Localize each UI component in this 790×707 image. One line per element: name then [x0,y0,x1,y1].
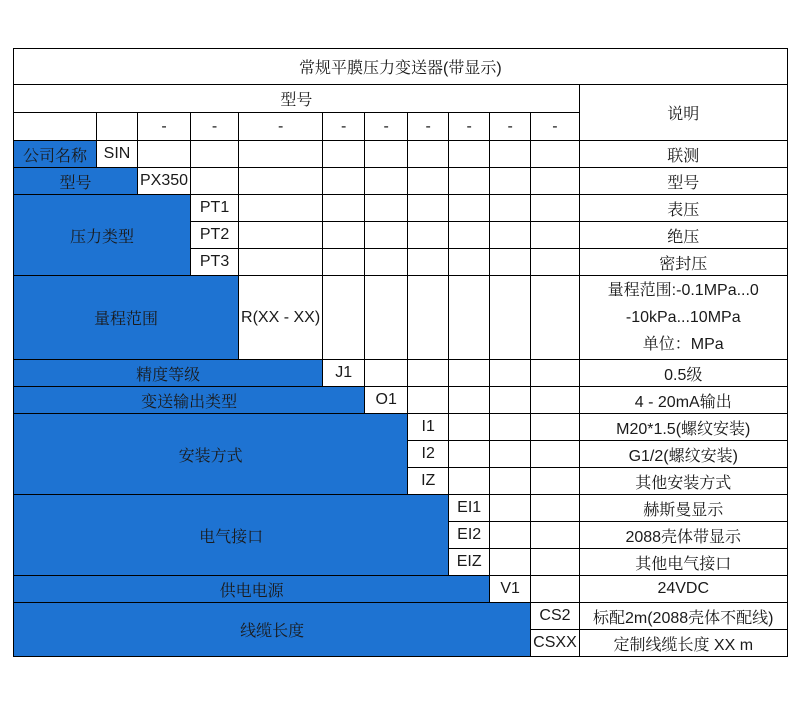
empty-cell [408,168,449,195]
empty-cell [531,276,580,360]
empty-cell [97,113,138,141]
ordering-table-wrap [13,48,788,657]
code-cell-px350: PX350 [138,168,191,195]
code-cell-pt1: PT1 [191,195,239,222]
table-row-accuracy [14,360,788,387]
table-row-company [14,141,788,168]
empty-cell [449,276,490,360]
desc-cell-power: 24VDC [579,576,787,603]
desc-cell-pt2: 绝压 [579,222,787,249]
table-row-pressure-type-1 [14,195,788,222]
empty-cell [449,468,490,495]
empty-cell [449,195,490,222]
empty-cell [408,276,449,360]
section-label-cable-length: 线缆长度 [14,603,531,657]
empty-cell [531,441,580,468]
desc-cell-range [579,276,787,360]
empty-cell [490,249,531,276]
dash-cell: - [531,113,580,141]
empty-cell [531,195,580,222]
section-label-output-type: 变送输出类型 [14,387,365,414]
empty-cell [531,141,580,168]
empty-cell [323,222,365,249]
empty-cell [531,387,580,414]
empty-cell [490,414,531,441]
empty-cell [408,195,449,222]
empty-cell [323,168,365,195]
empty-cell [449,387,490,414]
model-column-header: 型号 [14,85,580,113]
empty-cell [239,249,323,276]
code-cell-eiz: EIZ [449,549,490,576]
desc-cell-output: 4 - 20mA输出 [579,387,787,414]
desc-cell-pt1: 表压 [579,195,787,222]
code-cell-pt3: PT3 [191,249,239,276]
empty-cell [449,360,490,387]
dash-cell: - [365,113,408,141]
table-row-cable-1 [14,603,788,630]
empty-cell [365,141,408,168]
section-label-model: 型号 [14,168,138,195]
dash-cell: - [449,113,490,141]
desc-cell-csxx: 定制线缆长度 XX m [579,630,787,657]
empty-cell [490,522,531,549]
desc-cell-pt3: 密封压 [579,249,787,276]
empty-cell [365,168,408,195]
empty-cell [531,360,580,387]
empty-cell [490,360,531,387]
section-label-electrical: 电气接口 [14,495,449,576]
empty-cell [490,468,531,495]
code-cell-iz: IZ [408,468,449,495]
empty-cell [490,549,531,576]
dash-cell: - [239,113,323,141]
section-label-pressure-type: 压力类型 [14,195,191,276]
table-row-title [14,49,788,85]
empty-cell [490,441,531,468]
empty-cell [449,414,490,441]
desc-cell-cs2: 标配2m(2088壳体不配线) [579,603,787,630]
empty-cell [239,168,323,195]
desc-cell-i2: G1/2(螺纹安装) [579,441,787,468]
table-title: 常规平膜压力变送器(带显示) [14,49,788,85]
empty-cell [531,495,580,522]
empty-cell [365,276,408,360]
code-cell-v1: V1 [490,576,531,603]
range-desc-line-3: 单位：MPa [642,336,724,353]
empty-cell [449,441,490,468]
ordering-code-table [13,48,788,657]
code-cell-csxx: CSXX [531,630,580,657]
empty-cell [531,468,580,495]
empty-cell [138,141,191,168]
dash-cell: - [490,113,531,141]
empty-cell [365,249,408,276]
empty-cell [365,360,408,387]
section-label-mounting: 安装方式 [14,414,408,495]
empty-cell [191,168,239,195]
empty-cell [449,222,490,249]
section-label-company: 公司名称 [14,141,97,168]
empty-cell [408,249,449,276]
empty-cell [490,276,531,360]
empty-cell [408,360,449,387]
empty-cell [191,141,239,168]
empty-cell [365,195,408,222]
empty-cell [323,249,365,276]
empty-cell [449,249,490,276]
empty-cell [239,141,323,168]
empty-cell [14,113,97,141]
empty-cell [323,195,365,222]
empty-cell [531,414,580,441]
empty-cell [449,141,490,168]
empty-cell [490,195,531,222]
section-label-range: 量程范围 [14,276,239,360]
empty-cell [408,141,449,168]
empty-cell [531,249,580,276]
empty-cell [490,141,531,168]
dash-cell: - [323,113,365,141]
table-row-electrical-1 [14,495,788,522]
code-cell-i2: I2 [408,441,449,468]
empty-cell [449,168,490,195]
code-cell-j1: J1 [323,360,365,387]
dash-cell: - [191,113,239,141]
empty-cell [531,549,580,576]
table-row-model [14,168,788,195]
desc-cell-accuracy: 0.5级 [579,360,787,387]
section-label-accuracy: 精度等级 [14,360,323,387]
table-row-header [14,85,788,113]
code-cell-cs2: CS2 [531,603,580,630]
empty-cell [531,168,580,195]
empty-cell [490,222,531,249]
table-row-output-type [14,387,788,414]
desc-cell-company: 联测 [579,141,787,168]
desc-cell-ei1: 赫斯曼显示 [579,495,787,522]
empty-cell [531,576,580,603]
code-cell-range: R(XX - XX) [239,276,323,360]
empty-cell [239,195,323,222]
table-row-range [14,276,788,360]
empty-cell [408,387,449,414]
code-cell-pt2: PT2 [191,222,239,249]
code-cell-sin: SIN [97,141,138,168]
section-label-power: 供电电源 [14,576,490,603]
range-desc-line-2: -10kPa...10MPa [625,309,741,326]
code-cell-o1: O1 [365,387,408,414]
empty-cell [323,276,365,360]
desc-cell-eiz: 其他电气接口 [579,549,787,576]
desc-cell-ei2: 2088壳体带显示 [579,522,787,549]
description-column-header: 说明 [579,85,787,141]
empty-cell [490,168,531,195]
empty-cell [323,141,365,168]
code-cell-ei2: EI2 [449,522,490,549]
empty-cell [408,222,449,249]
desc-cell-iz: 其他安装方式 [579,468,787,495]
range-desc-line-1: 量程范围:-0.1MPa...0 [607,282,759,299]
dash-cell: - [138,113,191,141]
table-row-power [14,576,788,603]
desc-cell-i1: M20*1.5(螺纹安装) [579,414,787,441]
empty-cell [365,222,408,249]
empty-cell [531,522,580,549]
code-cell-i1: I1 [408,414,449,441]
table-row-mounting-1 [14,414,788,441]
code-cell-ei1: EI1 [449,495,490,522]
desc-cell-model: 型号 [579,168,787,195]
empty-cell [531,222,580,249]
empty-cell [490,387,531,414]
empty-cell [239,222,323,249]
dash-cell: - [408,113,449,141]
empty-cell [490,495,531,522]
